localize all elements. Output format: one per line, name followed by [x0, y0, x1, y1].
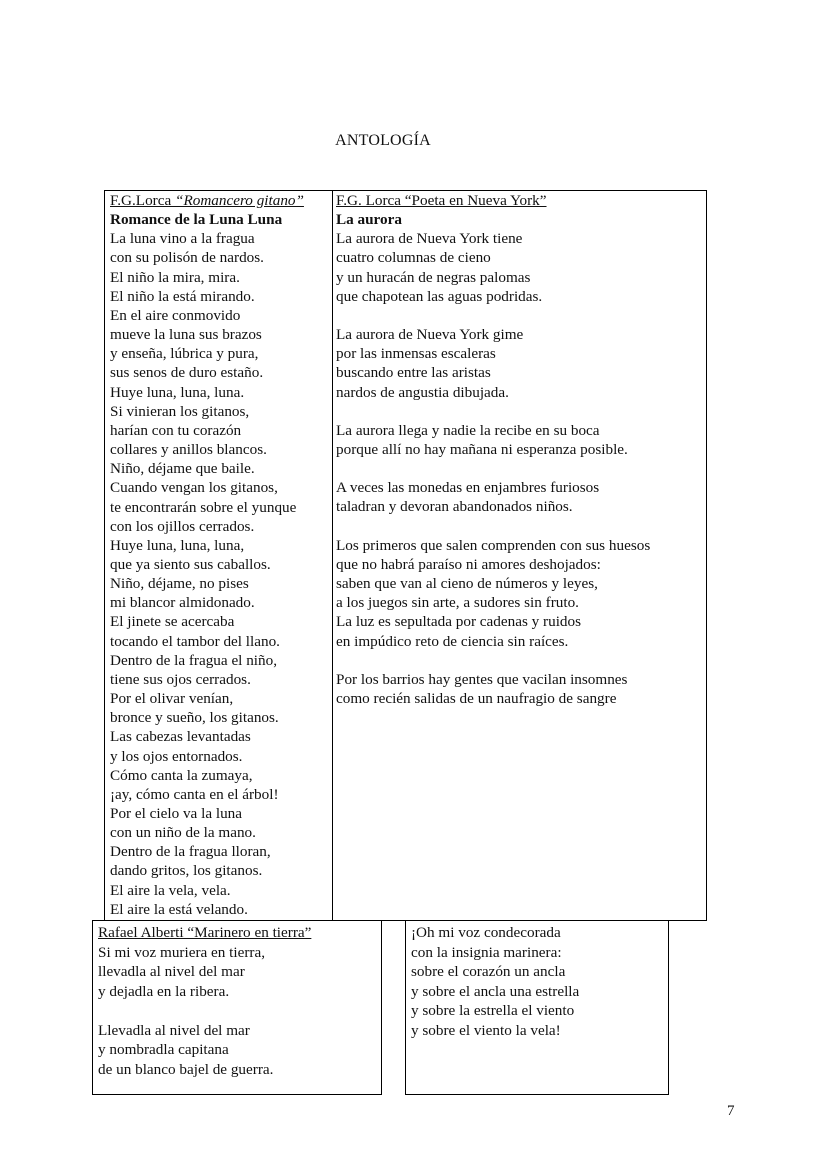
poem-line: buscando entre las aristas: [336, 364, 491, 382]
poem-line: A veces las monedas en enjambres furiosos: [336, 479, 600, 497]
poem-line: El aire la vela, vela.: [110, 881, 231, 899]
poem-line: El jinete se acercaba: [110, 613, 235, 631]
poem-line: La luz es sepultada por cadenas y ruidos: [336, 613, 582, 631]
alberti-right-poem-body: [411, 923, 579, 1041]
poem-line: y nombradla capitana: [98, 1041, 229, 1059]
poem-line: como recién salidas de un naufragio de sangre: [336, 689, 617, 707]
romancero-source: [110, 191, 330, 210]
poem-line: y los ojos entornados.: [110, 747, 243, 765]
poem-line: te encontrarán sobre el yunque: [110, 498, 297, 516]
page-number: 7: [727, 1103, 735, 1119]
poem-line: y sobre el ancla una estrella: [411, 982, 580, 1000]
alberti-left-poem-body: [98, 943, 311, 1080]
poem-line: El niño la está mirando.: [110, 287, 255, 305]
alberti-left-box: [92, 920, 382, 1095]
poem-line: bronce y sueño, los gitanos.: [110, 709, 279, 727]
poem-line: harían con tu corazón: [110, 421, 242, 439]
poem-line: que no habrá paraíso ni amores deshojados:: [336, 555, 601, 573]
nueva-york-column: [336, 191, 706, 708]
poem-line: y enseña, lúbrica y pura,: [110, 345, 259, 363]
poem-line: collares y anillos blancos.: [110, 441, 267, 459]
romancero-column: [110, 191, 330, 919]
poem-line: En el aire conmovido: [110, 306, 241, 324]
poem-line: a los juegos sin arte, a sudores sin fruto.: [336, 594, 579, 612]
poem-line: porque allí no hay mañana ni esperanza posible.: [336, 441, 628, 458]
poem-line: que chapotean las aguas podridas.: [336, 287, 543, 305]
poem-line: saben que van al cieno de números y leyes,: [336, 575, 598, 593]
poem-line: nardos de angustia dibujada.: [336, 383, 509, 401]
stanza-break: [336, 651, 706, 670]
poem-line: mi blancor almidonado.: [110, 594, 255, 612]
poem-line: de un blanco bajel de guerra.: [98, 1060, 274, 1078]
stanza-break: [336, 402, 706, 421]
poem-line: Dentro de la fragua lloran,: [110, 843, 271, 861]
poem-line: con un niño de la mano.: [110, 824, 256, 842]
poem-line: La aurora de Nueva York gime: [336, 326, 524, 344]
poem-line: Niño, déjame, no pises: [110, 575, 249, 593]
romancero-poem-title: Romance de la Luna Luna: [110, 211, 283, 229]
poem-line: tocando el tambor del llano.: [110, 632, 280, 650]
poem-line: La luna vino a la fragua: [110, 230, 255, 248]
nueva-york-source: F.G. Lorca “Poeta en Nueva York”: [336, 192, 547, 209]
poem-line: y sobre el viento la vela!: [411, 1021, 561, 1039]
poem-line: La aurora de Nueva York tiene: [336, 230, 523, 248]
alberti-right-box: [405, 920, 669, 1095]
stanza-break: [336, 459, 706, 478]
poem-line: con los ojillos cerrados.: [110, 517, 255, 535]
poem-line: mueve la luna sus brazos: [110, 326, 262, 344]
poem-line: El niño la mira, mira.: [110, 268, 240, 286]
poem-line: La aurora llega y nadie la recibe en su boca: [336, 421, 600, 439]
poem-line: Huye luna, luna, luna.: [110, 383, 245, 401]
nueva-york-poem-body: [336, 229, 706, 708]
poem-line: taladran y devoran abandonados niños.: [336, 498, 573, 516]
poem-line: ¡Oh mi voz condecorada: [411, 924, 561, 941]
poem-line: dando gritos, los gitanos.: [110, 862, 263, 880]
poem-line: Cuando vengan los gitanos,: [110, 479, 278, 497]
poem-line: Huye luna, luna, luna,: [110, 536, 245, 554]
poem-line: Los primeros que salen comprenden con sus huesos: [336, 536, 651, 554]
alberti-right-column: [411, 923, 579, 1041]
romancero-author: F.G.Lorca: [110, 192, 175, 209]
poem-line: ¡ay, cómo canta en el árbol!: [110, 785, 279, 803]
poem-line: con su polisón de nardos.: [110, 249, 264, 267]
poem-line: tiene sus ojos cerrados.: [110, 670, 251, 688]
poem-line: Si mi voz muriera en tierra,: [98, 943, 266, 961]
poem-line: y dejadla en la ribera.: [98, 982, 230, 1000]
poem-line: llevadla al nivel del mar: [98, 963, 245, 981]
poem-line: por las inmensas escaleras: [336, 345, 496, 363]
poem-line: que ya siento sus caballos.: [110, 555, 271, 573]
poem-line: Si vinieran los gitanos,: [110, 402, 250, 420]
poem-line: en impúdico reto de ciencia sin raíces.: [336, 632, 569, 650]
poem-line: y un huracán de negras palomas: [336, 268, 531, 286]
poem-line: sobre el corazón un ancla: [411, 963, 566, 981]
poem-line: Llevadla al nivel del mar: [98, 1021, 250, 1039]
romancero-poem-body: [110, 229, 330, 919]
poem-line: Niño, déjame que baile.: [110, 460, 255, 478]
poem-line: Las cabezas levantadas: [110, 728, 251, 746]
poem-line: con la insignia marinera:: [411, 943, 562, 961]
poem-line: El aire la está velando.: [110, 900, 248, 918]
page-title: ANTOLOGÍA: [335, 132, 431, 149]
nueva-york-poem-title: La aurora: [336, 211, 402, 229]
poem-line: Por el cielo va la luna: [110, 805, 243, 822]
alberti-source: Rafael Alberti “Marinero en tierra”: [98, 924, 312, 941]
romancero-book: “Romancero gitano”: [175, 192, 304, 209]
alberti-left-column: [98, 923, 311, 1079]
poem-line: Dentro de la fragua el niño,: [110, 651, 277, 669]
stanza-break: [98, 1001, 311, 1020]
column-divider: [332, 191, 333, 920]
lorca-poems-table: [104, 190, 707, 921]
poem-line: cuatro columnas de cieno: [336, 249, 491, 267]
poem-line: Cómo canta la zumaya,: [110, 766, 253, 784]
poem-line: sus senos de duro estaño.: [110, 364, 264, 382]
poem-line: Por el olivar venían,: [110, 690, 234, 708]
stanza-break: [336, 517, 706, 536]
poem-line: Por los barrios hay gentes que vacilan insomnes: [336, 670, 628, 688]
stanza-break: [336, 306, 706, 325]
poem-line: y sobre la estrella el viento: [411, 1002, 575, 1020]
